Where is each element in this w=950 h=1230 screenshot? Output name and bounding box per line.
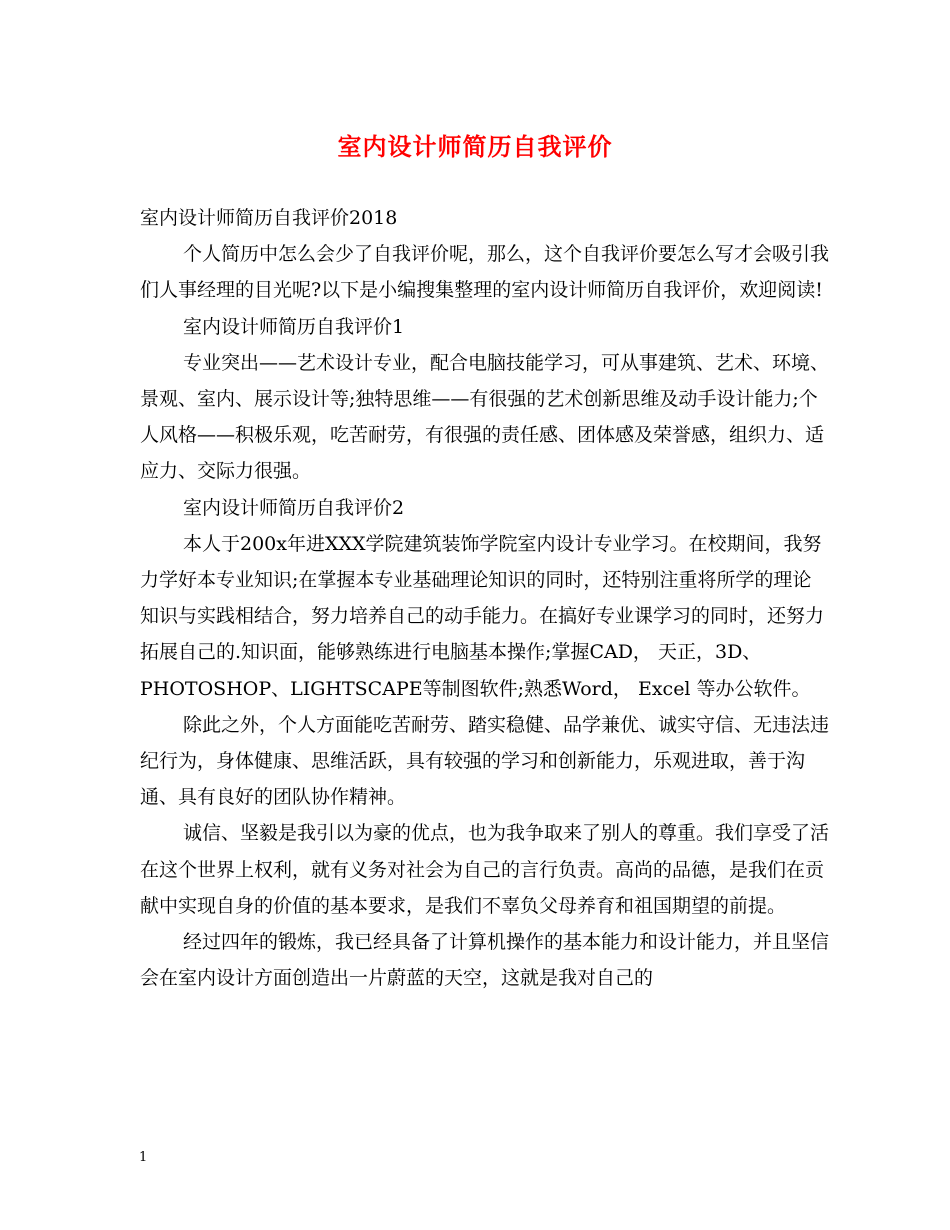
paragraph: 本人于200x年进XXX学院建筑装饰学院室内设计专业学习。在校期间，我努力学好本专业知识;在掌握本专业基础理论知识的同时，还特别注重将所学的理论知识与实践相结合，努力培养自己的动手能力。在搞好专业课学习的同时，还努力拓展自己的.知识面，能够熟练进行电脑基本操作;掌握CAD， 天正，3D、PHOTOSHOP、LIGHTSCAPE等制图软件;熟悉Word， Excel 等办公软件。 [140, 532, 825, 700]
paragraph: 除此之外，个人方面能吃苦耐劳、踏实稳健、品学兼优、诚实守信、无违法违纪行为，身体健康、思维活跃，具有较强的学习和创新能力，乐观进取，善于沟通、具有良好的团队协作精神。 [140, 713, 830, 809]
paragraph: 诚信、坚毅是我引以为豪的优点，也为我争取来了别人的尊重。我们享受了活在这个世界上权利，就有义务对社会为自己的言行负责。高尚的品德，是我们在贡献中实现自身的价值的基本要求，是我们不辜负父母养育和祖国期望的前提。 [140, 822, 830, 917]
paragraph: 室内设计师简历自我评价2 [183, 496, 405, 519]
paragraph: 室内设计师简历自我评价2018 [140, 207, 398, 229]
paragraph: 专业突出——艺术设计专业，配合电脑技能学习，可从事建筑、艺术、环境、景观、室内、展示设计等;独特思维——有很强的艺术创新思维及动手设计能力;个人风格——积极乐观，吃苦耐劳，有很强的责任感、团体感及荣誉感，组织力、适应力、交际力很强。 [140, 351, 830, 483]
document-body [140, 200, 830, 996]
paragraph: 个人简历中怎么会少了自我评价呢，那么，这个自我评价要怎么写才会吸引我们人事经理的目光呢?以下是小编搜集整理的室内设计师简历自我评价，欢迎阅读! [140, 243, 830, 302]
paragraph: 室内设计师简历自我评价1 [183, 315, 405, 338]
page-number: 1 [139, 1150, 148, 1165]
paragraph: 经过四年的锻炼，我已经具备了计算机操作的基本能力和设计能力，并且坚信会在室内设计方面创造出一片蔚蓝的天空，这就是我对自己的 [140, 931, 830, 990]
document-title: 室内设计师简历自我评价 [337, 132, 613, 161]
